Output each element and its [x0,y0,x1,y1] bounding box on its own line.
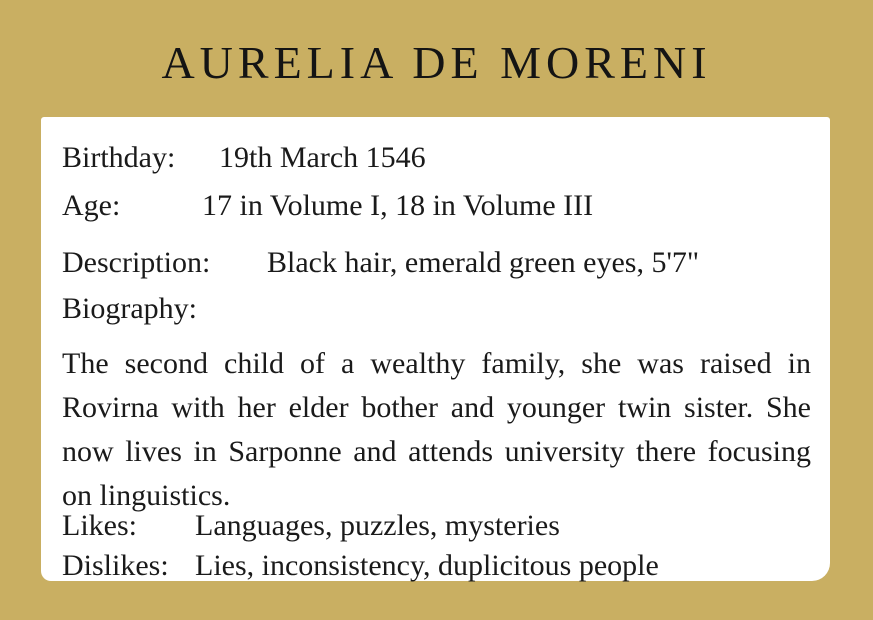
likes-row [62,511,560,541]
age-row [62,191,593,221]
description-value: Black hair, emerald green eyes, 5'7" [267,246,700,279]
character-name: AURELIA DE MORENI [161,37,712,88]
biography-text: The second child of a wealthy family, she was raised in Rovirna with her elder bother and younger twin sister. She now lives in Sarponne and attends university there focusing on linguistics. [62,347,811,512]
birthday-value: 19th March 1546 [219,141,426,174]
biography-label: Biography: [62,292,197,325]
profile-card [41,117,830,581]
description-row [62,248,699,278]
birthday-label: Birthday: [62,141,176,174]
dislikes-row [62,551,659,581]
dislikes-label: Dislikes: [62,549,169,582]
age-label: Age: [62,189,121,222]
birthday-row [62,143,426,173]
likes-label: Likes: [62,509,137,542]
age-value: 17 in Volume I, 18 in Volume III [202,189,594,222]
description-label: Description: [62,246,211,279]
biography-row [62,294,197,324]
likes-value: Languages, puzzles, mysteries [195,509,560,542]
dislikes-value: Lies, inconsistency, duplicitous people [195,549,659,582]
